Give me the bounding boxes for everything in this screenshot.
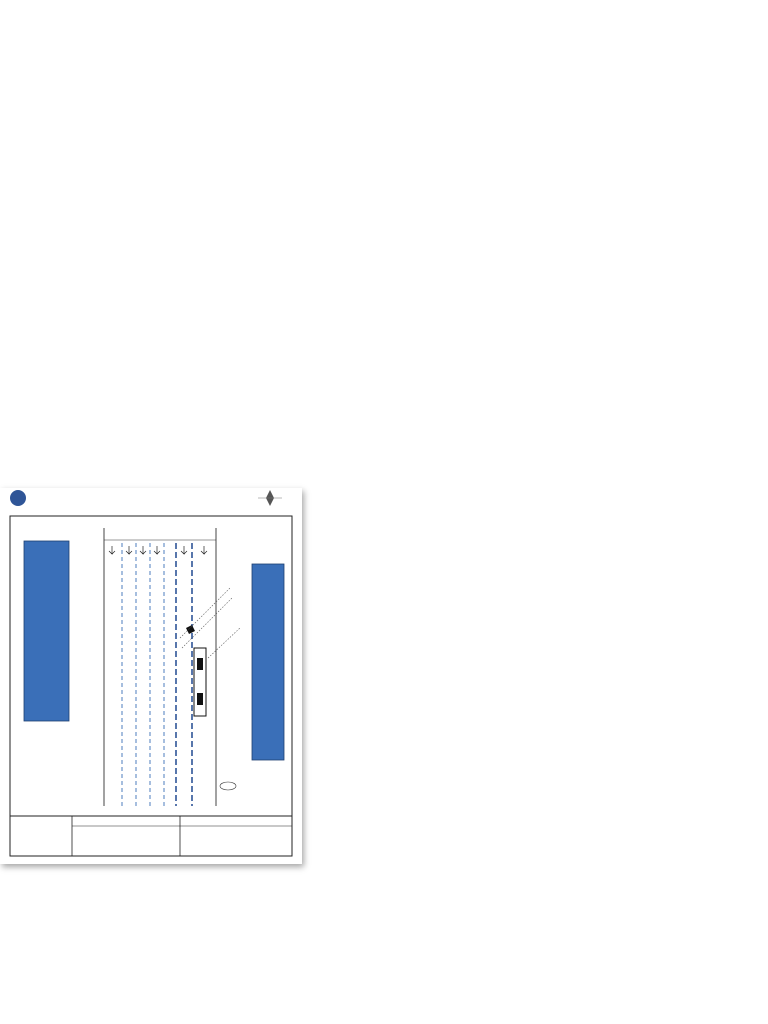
evidence-marker <box>220 782 236 790</box>
right-building-block <box>252 564 284 760</box>
left-building-block <box>24 541 69 721</box>
footer-table <box>10 816 292 856</box>
lane-lines <box>122 543 164 806</box>
planimetry-drawing <box>0 488 302 864</box>
helmet-marker <box>186 625 195 634</box>
seal-icon <box>10 490 26 506</box>
vehicle-detail <box>197 693 203 705</box>
drag-marks <box>180 588 240 658</box>
compass-icon <box>258 490 282 506</box>
planimetry-figure <box>0 488 302 864</box>
lane-divider <box>176 543 192 806</box>
vehicle-detail <box>197 658 203 670</box>
